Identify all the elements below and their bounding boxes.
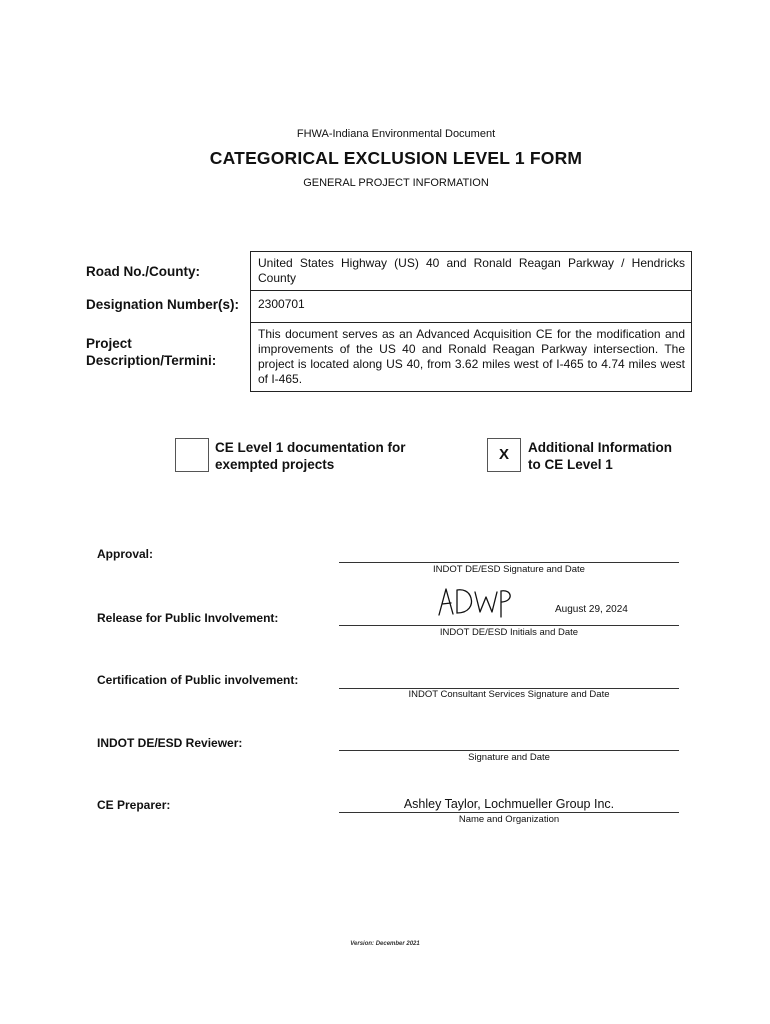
release-date: August 29, 2024: [555, 604, 628, 615]
form-subtitle: GENERAL PROJECT INFORMATION: [303, 177, 489, 189]
approval-label: Approval:: [97, 547, 154, 561]
project-info-table: [250, 251, 692, 392]
reviewer-signature-line[interactable]: [339, 750, 679, 751]
designation-number-label: Designation Number(s):: [86, 297, 240, 312]
handwritten-initials-signature: [436, 583, 516, 621]
certification-caption: INDOT Consultant Services Signature and Date: [408, 689, 610, 700]
project-description-value: This document serves as an Advanced Acquisition CE for the modification and improvements of the US 40 and Ronald Reagan Parkway intersection. The project is located along US 40, from 3.62 miles west of I-465 to 4.74 miles west of I-465.: [251, 322, 691, 391]
form-title: CATEGORICAL EXCLUSION LEVEL 1 FORM: [209, 148, 583, 168]
release-public-involvement-label: Release for Public Involvement:: [97, 611, 279, 625]
ce-preparer-value: Ashley Taylor, Lochmueller Group Inc.: [403, 797, 615, 811]
road-county-value: United States Highway (US) 40 and Ronald Reagan Parkway / Hendricks County: [258, 256, 685, 285]
project-label-line2: Description/Termini:: [86, 353, 217, 368]
project-label-line1: Project: [86, 336, 132, 351]
additional-information-checkbox[interactable]: X: [487, 438, 521, 472]
additional-label-line1: Additional Information: [528, 440, 672, 455]
certification-public-involvement-label: Certification of Public involvement:: [97, 673, 299, 687]
additional-information-label: [528, 439, 672, 473]
release-initials-line[interactable]: [339, 625, 679, 626]
ce-level1-exempted-checkbox[interactable]: [175, 438, 209, 472]
reviewer-caption: Signature and Date: [468, 752, 550, 763]
release-caption: INDOT DE/ESD Initials and Date: [439, 627, 579, 638]
additional-label-line2: to CE Level 1: [528, 457, 613, 472]
designation-number-value: 2300701: [251, 290, 691, 322]
reviewer-label: INDOT DE/ESD Reviewer:: [97, 736, 243, 750]
version-footer: Version: December 2021: [350, 941, 420, 947]
approval-signature-line[interactable]: [339, 562, 679, 563]
ce-level1-label-line1: CE Level 1 documentation for: [215, 440, 406, 455]
ce-level1-exempted-label: [215, 439, 406, 473]
approval-caption: INDOT DE/ESD Signature and Date: [433, 564, 585, 575]
project-description-label: [86, 335, 216, 369]
preparer-line[interactable]: [339, 812, 679, 813]
ce-level1-label-line2: exempted projects: [215, 457, 335, 472]
document-type-header: FHWA-Indiana Environmental Document: [296, 128, 496, 140]
preparer-caption: Name and Organization: [458, 814, 560, 825]
ce-preparer-label: CE Preparer:: [97, 798, 171, 812]
road-county-label: Road No./County:: [86, 264, 200, 279]
